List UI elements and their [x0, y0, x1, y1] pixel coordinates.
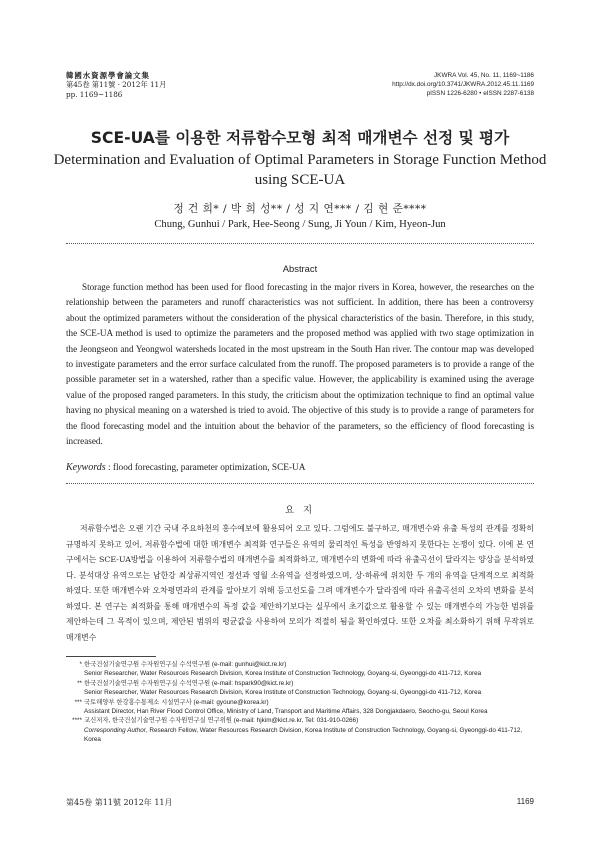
footnote-marker: ** [77, 679, 82, 687]
journal-reference: JKWRA Vol. 45, No. 11, 1169~1186 [433, 72, 534, 79]
doi-link[interactable]: http://dx.doi.org/10.3741/JKWRA.2012.45.11.1169 [392, 81, 534, 88]
footnote-affiliation-ko: 교신저자, 한국건설기술연구원 수자원연구실 연구위원 (e-mail: hjkim@kict.re.kr, Tel: 031-910-0266) [84, 717, 359, 725]
footnote-4 [66, 716, 536, 744]
footnote-marker: * [79, 661, 82, 668]
journal-header-right [274, 71, 534, 98]
footnote-2 [66, 679, 536, 698]
authors-korean: 정 건 희* / 박 희 성** / 성 지 연*** / 김 현 준**** [173, 203, 427, 215]
footnote-affiliation-en: Senior Researcher, Water Resources Research Division, Korea Institute of Construction Technology, Goyang-si, Gyeonggi-do 411-712, Korea [84, 689, 482, 697]
divider-middle [66, 483, 534, 484]
corresponding-author-label: Corresponding Author [84, 726, 146, 734]
abstract-heading: Abstract [282, 263, 318, 274]
footnote-affiliation-ko: 한국건설기술연구원 수자원연구실 수석연구원 (e-mail: hspark90@kict.re.kr) [84, 679, 294, 687]
footnote-affiliation-en-rest: , Research Fellow, Water Resources Research Division, Korea Institute of Construction Technology, Goyang-si, Gyeonggi-do 411-712, Korea [84, 726, 523, 744]
footnote-affiliation-ko: 한국건설기술연구원 수자원연구실 수석연구원 (e-mail: gunhui@kict.re.kr) [84, 661, 287, 668]
keywords-list: : flood forecasting, parameter optimization, SCE-UA [107, 463, 306, 473]
korean-summary-heading: 요 지 [284, 505, 316, 516]
korean-summary-text: 저류함수법은 오랜 기간 국내 주요하천의 홍수예보에 활용되어 오고 있다. 그럼에도 불구하고, 매개변수와 유출 특성의 관계를 정확히 규명하지 못하고 있어, 저류함수법에 대한 매개변수 최적화 연구들은 유역의 물리적인 특성을 반영하지 못한다는 논쟁이 있다. 이에 본 연구에서는 SCE-UA방법을 이용하여 저류함수법의 매개변수를 최적화하고, 매개변수의 변화에 따라 유출곡선이 달라지는 양상을 분석하였다. 분석대상 유역으로는 남한강 최상류지역인 정선과 영월 소유역을 선정하였으며, 상·하류에 위치한 두 개의 유역을 단계적으로 최적화 하였다. 또한 매개변수와 오차평면과의 관계를 알아보기 위해 등고선도를 그려 매개변수가 달라짐에 따라 유출곡선의 오차의 변화를 분석하였다. 본 연구는 최적화를 통해 매개변수의 특정 값을 제안하기보다는 실무에서 초기값으로 활용할 수 있는 매개변수의 가능한 범위를 제안하는데 그 목적이 있으며, 제안된 범위의 평균값을 사용하여 모의가 적절히 됨을 확인하였다. 또한 오차를 최소화하기 위해 무작위로 매개변수 [66, 524, 534, 642]
footnote-1 [66, 660, 536, 679]
footer-issue: 第45卷 第11號 2012年 11月 [66, 798, 173, 807]
footnote-3 [66, 698, 536, 717]
footnote-affiliation-en: Assistant Director, Han River Flood Control Office, Ministry of Land, Transport and Maritime Affairs, 328 Dongjakdaero, Seocho-gu, Seoul Korea [84, 708, 488, 716]
title-korean: SCE-UA를 이용한 저류함수모형 최적 매개변수 선정 및 평가 [90, 129, 510, 147]
footnote-marker: **** [72, 717, 82, 725]
page-range: pp. 1169~1186 [66, 89, 123, 99]
footnote-affiliation-ko: 국토해양부 한강홍수통제소 시설연구사 (e-mail: gyoune@korea.kr) [84, 698, 269, 706]
footnote-marker: *** [74, 698, 82, 706]
divider-top [66, 243, 534, 244]
journal-name-ko: 韓國水資源學會論文集 [66, 71, 150, 80]
footnote-affiliation-en: Senior Researcher, Water Resources Research Division, Korea Institute of Construction Technology, Goyang-si, Gyeonggi-do 411-712, Korea [84, 670, 482, 678]
issn: pISSN 1226-6280 • eISSN 2287-6138 [426, 90, 534, 97]
footnote-rule [66, 656, 156, 657]
title-english: Determination and Evaluation of Optimal Parameters in Storage Function Method using SCE-UA [53, 152, 547, 188]
abstract-text: Storage function method has been used for flood forecasting in the major rivers in Korea, however, the researches on the relationship between the parameters and runoff characteristics was not sufficient. In addition, there has been a controversy about the optimized parameters without the consideration of the physical characteristics of the basin. Therefore, in this study, the SCE-UA method is used to optimize the parameters and the proposed method was applied with two stage optimization in the Jeongseon and Yeongwol watersheds located in the most upstream in the South Han river. The contour map was developed to investigate parameters and the error surface calculated from the runoff. The proposed parameters is to provide a range of the possible parameter set in a watershed, rather than a specific value. However, the applicability is examined using the average value of the proposed ranged parameters. In this study, the criticism about the optimization technique to find an optimal value having no physical meaning on a watershed is tried to avoid. The objective of this study is to provide a range of parameters for the flood forecasting model and the intuition about the behavior of the parameters, so the efficiency of flood forecasting is increased. [66, 282, 534, 447]
footnotes [66, 660, 536, 745]
keywords [66, 462, 534, 473]
footnote-affiliation-en [84, 726, 536, 745]
volume-issue: 第45卷 第11號 · 2012年 11月 [66, 80, 167, 90]
keywords-label: Keywords [66, 462, 106, 473]
authors-english: Chung, Gunhui / Park, Hee-Seong / Sung, Ji Youn / Kim, Hyeon-Jun [154, 219, 446, 230]
page-number: 1169 [516, 797, 534, 806]
journal-header-left [66, 71, 166, 99]
